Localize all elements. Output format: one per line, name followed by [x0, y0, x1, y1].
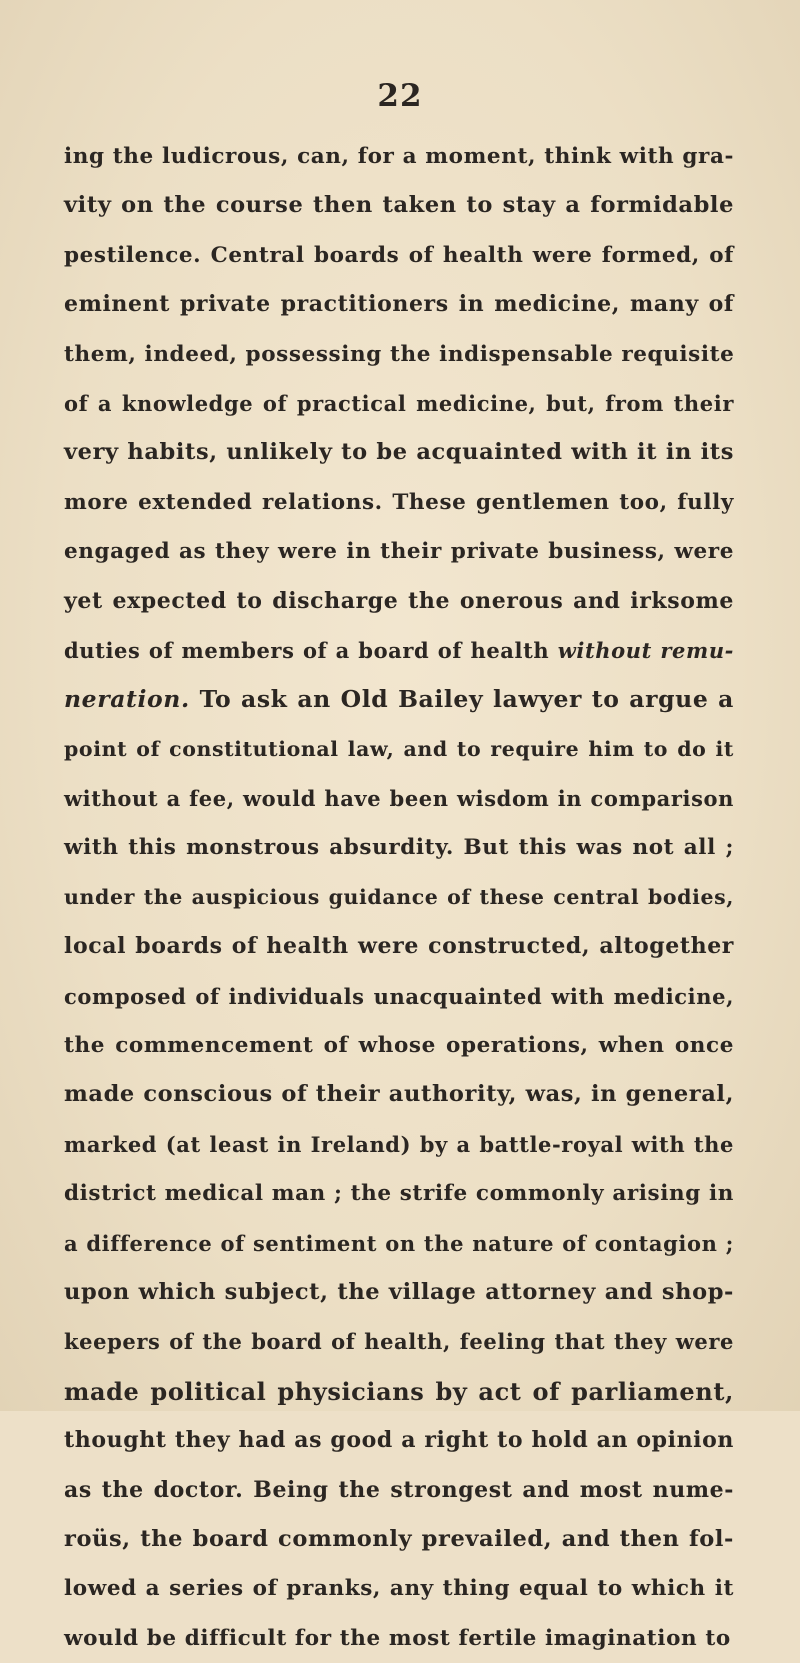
text-line: keepers of the board of health, feeling that they were: [64, 1329, 734, 1355]
text-line: eminent private practitioners in medicine, many of: [64, 291, 734, 318]
text-line: engaged as they were in their private business, were: [64, 539, 734, 565]
body-text: [64, 132, 734, 1663]
text-line: roüs, the board commonly prevailed, and then fol-: [64, 1525, 734, 1552]
text-line: [64, 675, 734, 724]
text-line: district medical man ; the strife commonly arising in: [64, 1181, 734, 1207]
italic-text: neration.: [64, 685, 190, 714]
text-line: would be difficult for the most fertile imagination to: [64, 1625, 731, 1651]
text-line: very habits, unlikely to be acquainted with it in its: [64, 439, 734, 466]
text-line: made political physicians by act of parliament,: [64, 1376, 734, 1406]
text-line: made conscious of their authority, was, in general,: [64, 1081, 734, 1108]
text-line: marked (at least in Ireland) by a battle-royal with the: [64, 1131, 734, 1157]
text-line: composed of individuals unacquainted with medicine,: [64, 983, 734, 1009]
text-line: thought they had as good a right to hold an opinion: [64, 1427, 734, 1454]
text-line: of a knowledge of practical medicine, but, from their: [64, 390, 734, 416]
text-line: under the auspicious guidance of these central bodies,: [64, 884, 734, 909]
text-line: [64, 626, 734, 675]
text-line: a difference of sentiment on the nature of contagion ;: [64, 1230, 734, 1256]
text-line: the commencement of whose operations, when once: [64, 1033, 734, 1059]
text-line: more extended relations. These gentlemen too, fully: [64, 489, 734, 515]
page-number: 22: [377, 78, 423, 114]
text-line: with this monstrous absurdity. But this was not all ;: [64, 835, 734, 861]
text-run: To ask an Old Bailey lawyer to argue a: [189, 685, 734, 714]
text-run: duties of members of a board of health: [64, 637, 558, 663]
text-line: vity on the course then taken to stay a formidable: [64, 192, 734, 219]
text-line: point of constitutional law, and to require him to do it: [64, 736, 734, 761]
text-line: without a fee, would have been wisdom in comparison: [64, 786, 734, 812]
text-line: upon which subject, the village attorney and shop-: [64, 1278, 734, 1305]
text-line: ing the ludicrous, can, for a moment, think with gra-: [64, 144, 734, 169]
text-line: local boards of health were constructed, altogether: [64, 933, 734, 960]
italic-text: without remu-: [557, 637, 734, 663]
text-line: them, indeed, possessing the indispensable requisite: [64, 341, 735, 367]
text-line: yet expected to discharge the onerous and irksome: [64, 587, 734, 614]
text-line: lowed a series of pranks, any thing equal to which it: [64, 1576, 734, 1602]
text-line: pestilence. Central boards of health were formed, of: [64, 242, 734, 268]
text-line: as the doctor. Being the strongest and most nume-: [64, 1476, 734, 1503]
